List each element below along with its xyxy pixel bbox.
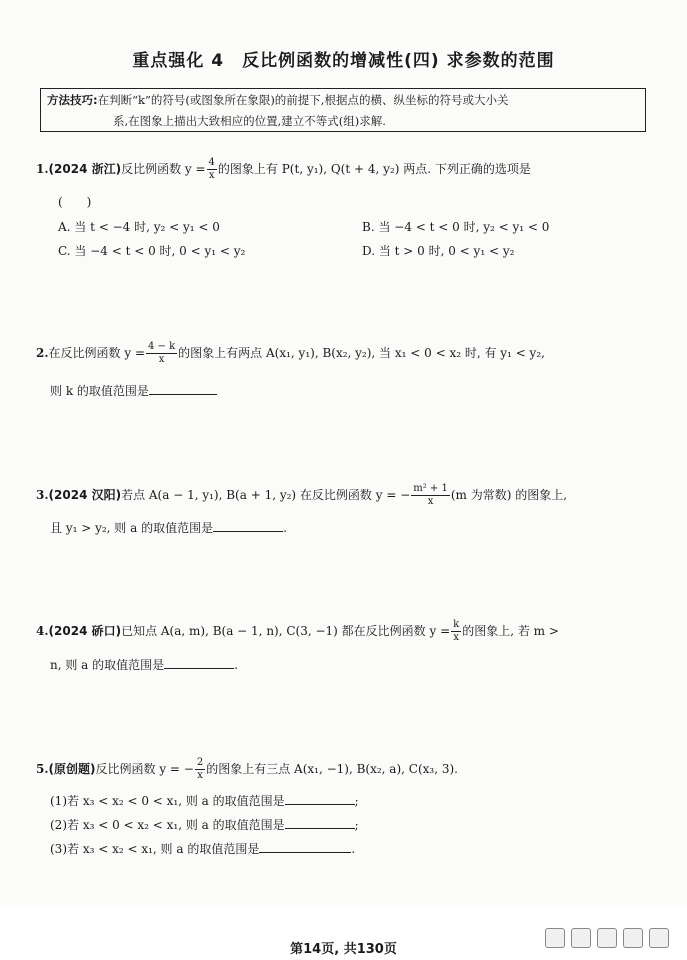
answer-blank[interactable]	[164, 656, 234, 669]
toolbar-button-icon[interactable]	[597, 928, 617, 948]
question-3	[36, 482, 656, 508]
question-4-line2	[50, 652, 670, 678]
fraction-numerator: m² + 1	[413, 483, 448, 494]
question-text: 在反比例函数 y =	[48, 346, 145, 360]
fraction-numerator: k	[453, 619, 460, 630]
question-end: .	[283, 521, 287, 535]
question-2	[36, 340, 656, 366]
question-number: 3.	[36, 488, 49, 502]
question-number: 4.	[36, 624, 49, 638]
answer-blank[interactable]	[285, 792, 355, 805]
subquestion-end: .	[351, 842, 356, 856]
method-tips-box	[40, 88, 646, 132]
question-source: (2024 汉阳)	[48, 488, 122, 502]
question-5	[36, 756, 656, 782]
question-source: (2024 硚口)	[48, 624, 122, 638]
question-text: n, 则 a 的取值范围是	[50, 658, 165, 672]
option-b: B. 当 −4 < t < 0 时, y₂ < y₁ < 0	[362, 220, 550, 234]
subquestion-2	[50, 816, 359, 833]
toolbar-button-icon[interactable]	[571, 928, 591, 948]
question-text-cont: 的图象上有两点 A(x₁, y₁), B(x₂, y₂), 当 x₁ < 0 < x₂ 时, 有 y₁ < y₂,	[178, 346, 545, 360]
subquestion-end: ;	[354, 818, 359, 832]
question-text: 则 k 的取值范围是	[50, 384, 149, 398]
question-2-line2	[50, 378, 670, 404]
question-text: 若点 A(a − 1, y₁), B(a + 1, y₂) 在反比例函数 y = −	[121, 488, 411, 502]
question-number: 1.	[36, 162, 49, 176]
question-text-cont: 的图象上, 若 m >	[462, 624, 559, 638]
fraction-denominator: x	[453, 632, 459, 643]
page-counter: 第14页, 共130页	[290, 942, 397, 957]
toolbar-button-icon[interactable]	[649, 928, 669, 948]
fraction	[411, 483, 450, 508]
answer-blank[interactable]	[259, 840, 351, 853]
question-text: 反比例函数 y = −	[95, 762, 194, 776]
question-1	[36, 156, 656, 182]
option-a: A. 当 t < −4 时, y₂ < y₁ < 0	[58, 220, 220, 234]
question-text: 反比例函数 y =	[121, 162, 206, 176]
method-tips-line1: 在判断“k”的符号(或图象所在象限)的前提下,根据点的横、纵坐标的符号或大小关	[97, 93, 509, 107]
subquestion-text: (2)若 x₃ < 0 < x₂ < x₁, 则 a 的取值范围是	[50, 818, 285, 832]
method-tips-heading: 方法技巧:	[47, 93, 98, 107]
subquestion-3	[50, 840, 355, 857]
fraction	[146, 341, 177, 366]
page-title: 重点强化 4 反比例函数的增减性(四) 求参数的范围	[132, 51, 555, 71]
method-tips-line2: 系,在图象上描出大致相应的位置,建立不等式(组)求解.	[113, 114, 386, 128]
option-d: D. 当 t > 0 时, 0 < y₁ < y₂	[362, 244, 515, 258]
question-text: 已知点 A(a, m), B(a − 1, n), C(3, −1) 都在反比例函数 y =	[121, 624, 451, 638]
subquestion-end: ;	[354, 794, 359, 808]
fraction-denominator: x	[197, 770, 203, 781]
subquestion-1	[50, 792, 359, 809]
question-number: 5.	[36, 762, 49, 776]
toolbar-button-icon[interactable]	[623, 928, 643, 948]
answer-blank[interactable]	[213, 519, 283, 532]
subquestion-text: (3)若 x₃ < x₂ < x₁, 则 a 的取值范围是	[50, 842, 260, 856]
viewer-toolbar	[545, 928, 669, 948]
question-source: (2024 浙江)	[48, 162, 122, 176]
fraction	[207, 157, 217, 182]
fraction	[451, 619, 461, 644]
question-source: (原创题)	[48, 762, 96, 776]
subquestion-text: (1)若 x₃ < x₂ < 0 < x₁, 则 a 的取值范围是	[50, 794, 285, 808]
answer-blank[interactable]	[149, 382, 217, 395]
question-text: 且 y₁ > y₂, 则 a 的取值范围是	[50, 521, 214, 535]
fraction-numerator: 4	[208, 157, 215, 168]
question-3-line2	[50, 515, 670, 541]
question-end: .	[234, 658, 238, 672]
question-text-cont: 的图象上有三点 A(x₁, −1), B(x₂, a), C(x₃, 3).	[206, 762, 458, 776]
fraction	[195, 757, 205, 782]
question-4	[36, 618, 656, 644]
fraction-denominator: x	[427, 496, 434, 507]
fraction-numerator: 2	[196, 757, 204, 768]
fraction-numerator: 4 − k	[148, 341, 176, 352]
answer-paren: ( )	[58, 195, 92, 209]
answer-blank[interactable]	[285, 816, 355, 829]
question-text-cont: 的图象上有 P(t, y₁), Q(t + 4, y₂) 两点. 下列正确的选项是	[217, 162, 531, 176]
fraction-denominator: x	[158, 354, 165, 365]
question-text-cont: (m 为常数) 的图象上,	[450, 488, 568, 502]
toolbar-button-icon[interactable]	[545, 928, 565, 948]
option-c: C. 当 −4 < t < 0 时, 0 < y₁ < y₂	[58, 244, 246, 258]
fraction-denominator: x	[208, 170, 215, 181]
question-number: 2.	[36, 346, 49, 360]
